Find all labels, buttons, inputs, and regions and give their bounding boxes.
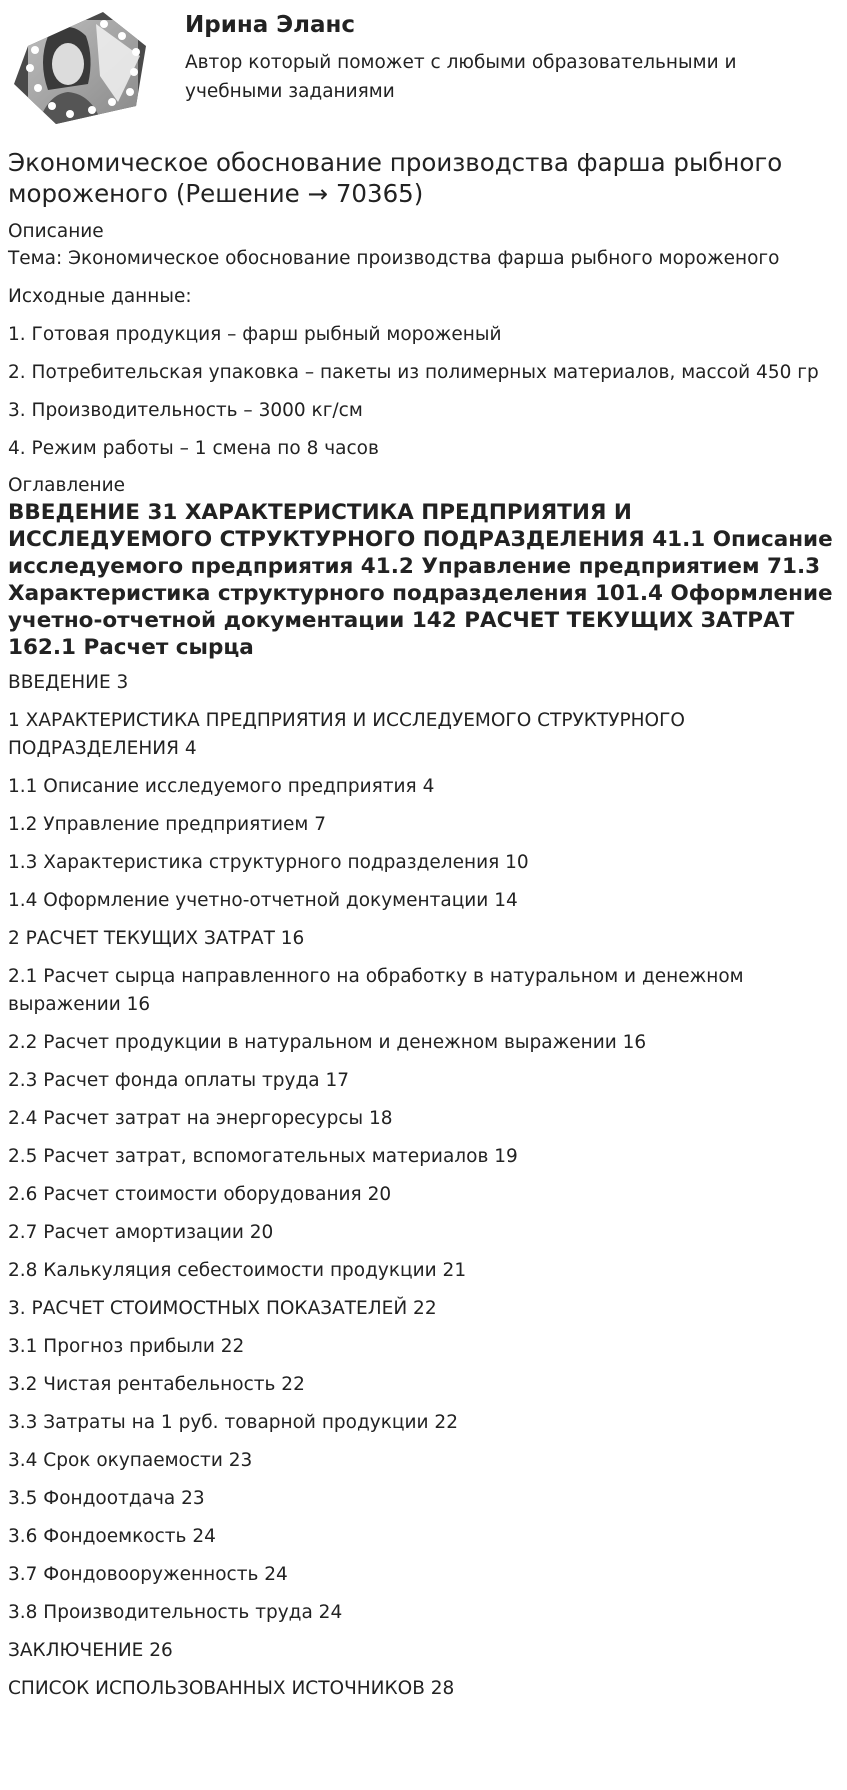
toc-item: 3. РАСЧЕТ СТОИМОСТНЫХ ПОКАЗАТЕЛЕЙ 22 xyxy=(8,1298,437,1319)
toc-item: 3.4 Срок окупаемости 23 xyxy=(8,1450,253,1471)
toc-item: 1.3 Характеристика структурного подразделения 10 xyxy=(8,852,529,873)
toc-heading: ВВЕДЕНИЕ 31 ХАРАКТЕРИСТИКА ПРЕДПРИЯТИЯ И ИССЛЕДУЕМОГО СТРУКТУРНОГО ПОДРАЗДЕЛЕНИЯ 41.1 Описание исследуемого предприятия 41.2 Управление предприятием 71.3 Характеристика структурного подразделения 101.4 Оформление учетно-отчетной документации 142 РАСЧЕТ ТЕКУЩИХ ЗАТРАТ 162.1 Расчет сырца xyxy=(8,500,833,660)
toc-item: 2.3 Расчет фонда оплаты труда 17 xyxy=(8,1070,350,1091)
toc-item: 3.5 Фондоотдача 23 xyxy=(8,1488,205,1509)
author-description: Автор который поможет с любыми образовательными и учебными заданиями xyxy=(185,52,737,102)
work-content xyxy=(8,147,838,1713)
toc-item: 2 РАСЧЕТ ТЕКУЩИХ ЗАТРАТ 16 xyxy=(8,928,305,949)
toc-item: 3.7 Фондовооруженность 24 xyxy=(8,1564,288,1585)
toc-item: 2.6 Расчет стоимости оборудования 20 xyxy=(8,1184,392,1205)
toc-item: 3.6 Фондоемкость 24 xyxy=(8,1526,216,1547)
toc-item: 3.8 Производительность труда 24 xyxy=(8,1602,343,1623)
toc-item: 2.8 Калькуляция себестоимости продукции 21 xyxy=(8,1260,467,1281)
toc-list xyxy=(8,669,838,1703)
toc-item: 2.4 Расчет затрат на энергоресурсы 18 xyxy=(8,1108,393,1129)
avatar[interactable] xyxy=(8,6,154,126)
toc-item: 3.1 Прогноз прибыли 22 xyxy=(8,1336,245,1357)
author-card xyxy=(0,0,847,130)
toc-item: 1.2 Управление предприятием 7 xyxy=(8,814,327,835)
toc-item: 2.1 Расчет сырца направленного на обработку в натуральном и денежном выражении 16 xyxy=(8,966,744,1015)
toc-item: ВВЕДЕНИЕ 3 xyxy=(8,672,129,693)
source-item: 2. Потребительская упаковка – пакеты из полимерных материалов, массой 450 гр xyxy=(8,362,819,383)
source-item: 1. Готовая продукция – фарш рыбный мороженый xyxy=(8,324,502,345)
toc-item: 3.3 Затраты на 1 руб. товарной продукции 22 xyxy=(8,1412,458,1433)
source-data-label: Исходные данные: xyxy=(8,286,192,307)
toc-item: 1.1 Описание исследуемого предприятия 4 xyxy=(8,776,435,797)
toc-item: 2.7 Расчет амортизации 20 xyxy=(8,1222,274,1243)
toc-item: 1 ХАРАКТЕРИСТИКА ПРЕДПРИЯТИЯ И ИССЛЕДУЕМОГО СТРУКТУРНОГО ПОДРАЗДЕЛЕНИЯ 4 xyxy=(8,710,685,759)
author-name[interactable]: Ирина Эланс xyxy=(185,12,356,38)
toc-item: ЗАКЛЮЧЕНИЕ 26 xyxy=(8,1640,173,1661)
source-item: 4. Режим работы – 1 смена по 8 часов xyxy=(8,438,379,459)
toc-item: СПИСОК ИСПОЛЬЗОВАННЫХ ИСТОЧНИКОВ 28 xyxy=(8,1678,455,1699)
avatar-photo-frame-icon xyxy=(8,6,154,126)
toc-item: 2.5 Расчет затрат, вспомогательных материалов 19 xyxy=(8,1146,518,1167)
toc-label: Оглавление xyxy=(8,475,126,496)
toc-item: 2.2 Расчет продукции в натуральном и денежном выражении 16 xyxy=(8,1032,647,1053)
description-label: Описание xyxy=(8,221,104,242)
work-title: Экономическое обоснование производства фарша рыбного мороженого (Решение → 70365) xyxy=(8,148,783,208)
work-topic: Тема: Экономическое обоснование производства фарша рыбного мороженого xyxy=(8,248,780,269)
toc-item: 1.4 Оформление учетно-отчетной документации 14 xyxy=(8,890,518,911)
source-item: 3. Производительность – 3000 кг/см xyxy=(8,400,363,421)
toc-item: 3.2 Чистая рентабельность 22 xyxy=(8,1374,305,1395)
